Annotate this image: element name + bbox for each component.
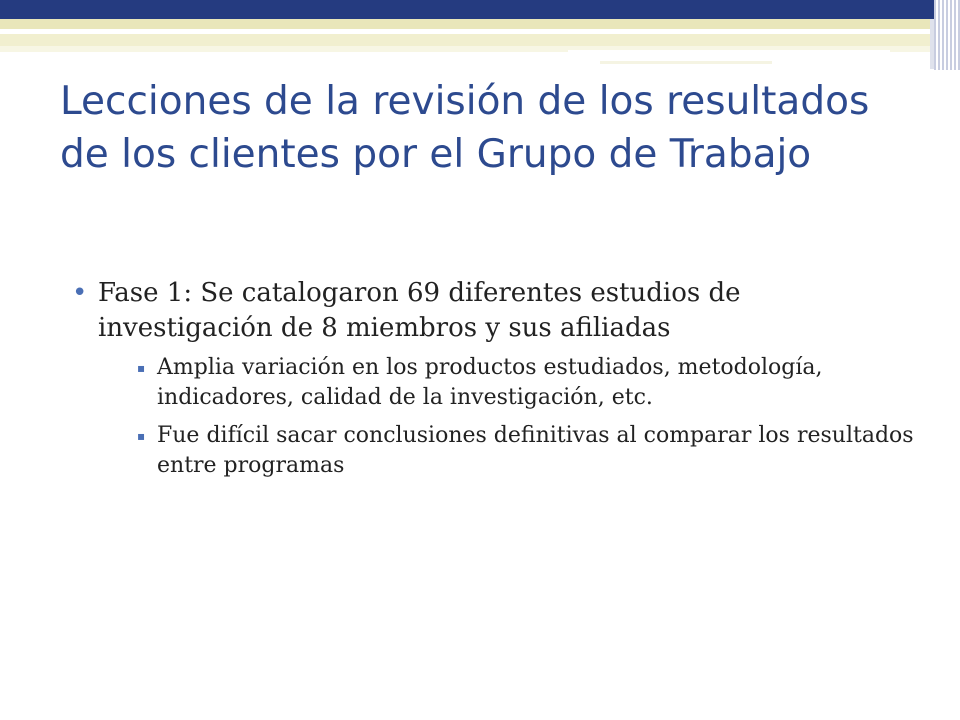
bullet-dot-icon: • bbox=[72, 278, 88, 308]
bullet-level1 bbox=[70, 276, 920, 346]
header-band-navy bbox=[0, 0, 960, 19]
header-accent-line-short bbox=[600, 61, 772, 64]
header-band-cream-light bbox=[0, 34, 960, 46]
header-accent-line bbox=[568, 50, 890, 53]
slide-body bbox=[70, 276, 920, 489]
bullet-square-icon: ▪ bbox=[137, 429, 146, 443]
slide-title: Lecciones de la revisión de los resultados de los clientes por el Grupo de Trabajo bbox=[60, 79, 870, 177]
bullet-square-icon: ▪ bbox=[137, 361, 146, 375]
bullet-text: Fue difícil sacar conclusiones definitivas al comparar los resultados entre programas bbox=[157, 423, 914, 478]
bullet-level2 bbox=[70, 353, 920, 413]
bullet-text: Amplia variación en los productos estudiados, metodología, indicadores, calidad de la investigación, etc. bbox=[157, 355, 823, 410]
bullet-text: Fase 1: Se catalogaron 69 diferentes estudios de investigación de 8 miembros y sus afiliadas bbox=[98, 278, 741, 343]
header-right-stripes bbox=[934, 0, 960, 70]
bullet-level2 bbox=[70, 421, 920, 481]
header-band-cream bbox=[0, 19, 960, 29]
